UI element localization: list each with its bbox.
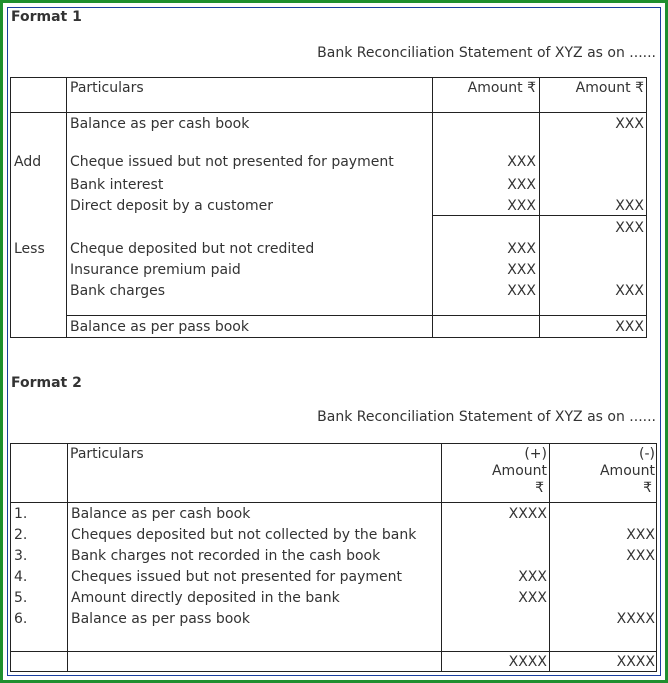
f2-row-text: Cheques deposited but not collected by the bank (71, 527, 417, 543)
f1-row-text: Balance as per cash book (70, 116, 250, 132)
f2-header-plus-amount: Amount (491, 463, 547, 479)
f2-row-plus-amount: XXX (518, 590, 547, 606)
f2-row-number: 3. (14, 548, 28, 564)
f1-row-amount2: XXX (615, 319, 644, 335)
f2-header-plus-sign: (+) (524, 446, 547, 462)
f2-table-bottom-border (10, 671, 657, 672)
f1-header-amount1: Amount ₹ (467, 80, 536, 96)
f1-row-label-add: Add (14, 154, 42, 170)
f1-row-label-less: Less (14, 241, 45, 257)
f2-header-minus-amount: Amount (599, 463, 655, 479)
f2-header-particulars: Particulars (70, 446, 144, 462)
f2-row-number: 2. (14, 527, 28, 543)
format1-heading: Format 1 (11, 9, 82, 25)
f1-row-text: Bank interest (70, 177, 164, 193)
f2-header-bottom-border (10, 502, 657, 503)
format1-statement-title: Bank Reconciliation Statement of XYZ as on ...... (317, 45, 656, 61)
format2-heading: Format 2 (11, 375, 82, 391)
f1-row-amount1: XXX (507, 177, 536, 193)
f2-row-number: 6. (14, 611, 28, 627)
f1-row-amount1: XXX (507, 241, 536, 257)
f2-total-top-border (10, 651, 657, 652)
f1-row-text: Direct deposit by a customer (70, 198, 274, 214)
f1-row-amount2: XXX (615, 198, 644, 214)
f1-row-amount1: XXX (507, 198, 536, 214)
f1-header-bottom-border (10, 112, 647, 113)
f2-row-text: Cheques issued but not presented for payment (71, 569, 402, 585)
f2-row-text: Balance as per pass book (71, 611, 250, 627)
f2-number-column-divider (67, 443, 68, 672)
f2-table-left-border (10, 443, 11, 672)
f1-table-bottom-border (10, 337, 647, 338)
f2-row-plus-amount: XXX (518, 569, 547, 585)
f1-table-top-border (10, 77, 647, 78)
f1-row-amount1: XXX (507, 262, 536, 278)
f1-row-text: Insurance premium paid (70, 262, 241, 278)
f1-less-section-subtotal-line (66, 315, 647, 316)
f2-row-text: Amount directly deposited in the bank (71, 590, 340, 606)
f2-row-number: 5. (14, 590, 28, 606)
f1-row-amount1: XXX (507, 283, 536, 299)
f1-header-amount2: Amount ₹ (575, 80, 644, 96)
f1-row-amount2: XXX (615, 283, 644, 299)
f2-row-number: 1. (14, 506, 28, 522)
f1-table-left-border (10, 77, 11, 338)
format2-statement-title: Bank Reconciliation Statement of XYZ as on ...... (317, 409, 656, 425)
f2-total-plus: XXXX (508, 654, 547, 670)
f1-row-text: Balance as per pass book (70, 319, 249, 335)
f2-header-plus-currency: ₹ (535, 480, 544, 496)
f2-table-right-border (656, 443, 657, 672)
f2-row-minus-amount: XXXX (616, 611, 655, 627)
f2-row-minus-amount: XXX (626, 527, 655, 543)
f2-row-text: Bank charges not recorded in the cash book (71, 548, 381, 564)
f1-row-amount2: XXX (615, 220, 644, 236)
f1-row-text: Bank charges (70, 283, 166, 299)
f2-row-number: 4. (14, 569, 28, 585)
f2-table-top-border (10, 443, 657, 444)
f2-total-minus: XXXX (616, 654, 655, 670)
f1-header-particulars: Particulars (70, 80, 144, 96)
f2-row-minus-amount: XXX (626, 548, 655, 564)
f1-row-amount2: XXX (615, 116, 644, 132)
f2-row-text: Balance as per cash book (71, 506, 251, 522)
f2-row-plus-amount: XXXX (508, 506, 547, 522)
f1-label-column-divider (66, 77, 67, 338)
f2-header-minus-sign: (-) (639, 446, 655, 462)
f1-row-amount1: XXX (507, 154, 536, 170)
f1-table-right-border (646, 77, 647, 338)
f2-header-minus-currency: ₹ (643, 480, 652, 496)
f1-row-text: Cheque issued but not presented for payment (70, 154, 394, 170)
f1-row-text: Cheque deposited but not credited (70, 241, 315, 257)
